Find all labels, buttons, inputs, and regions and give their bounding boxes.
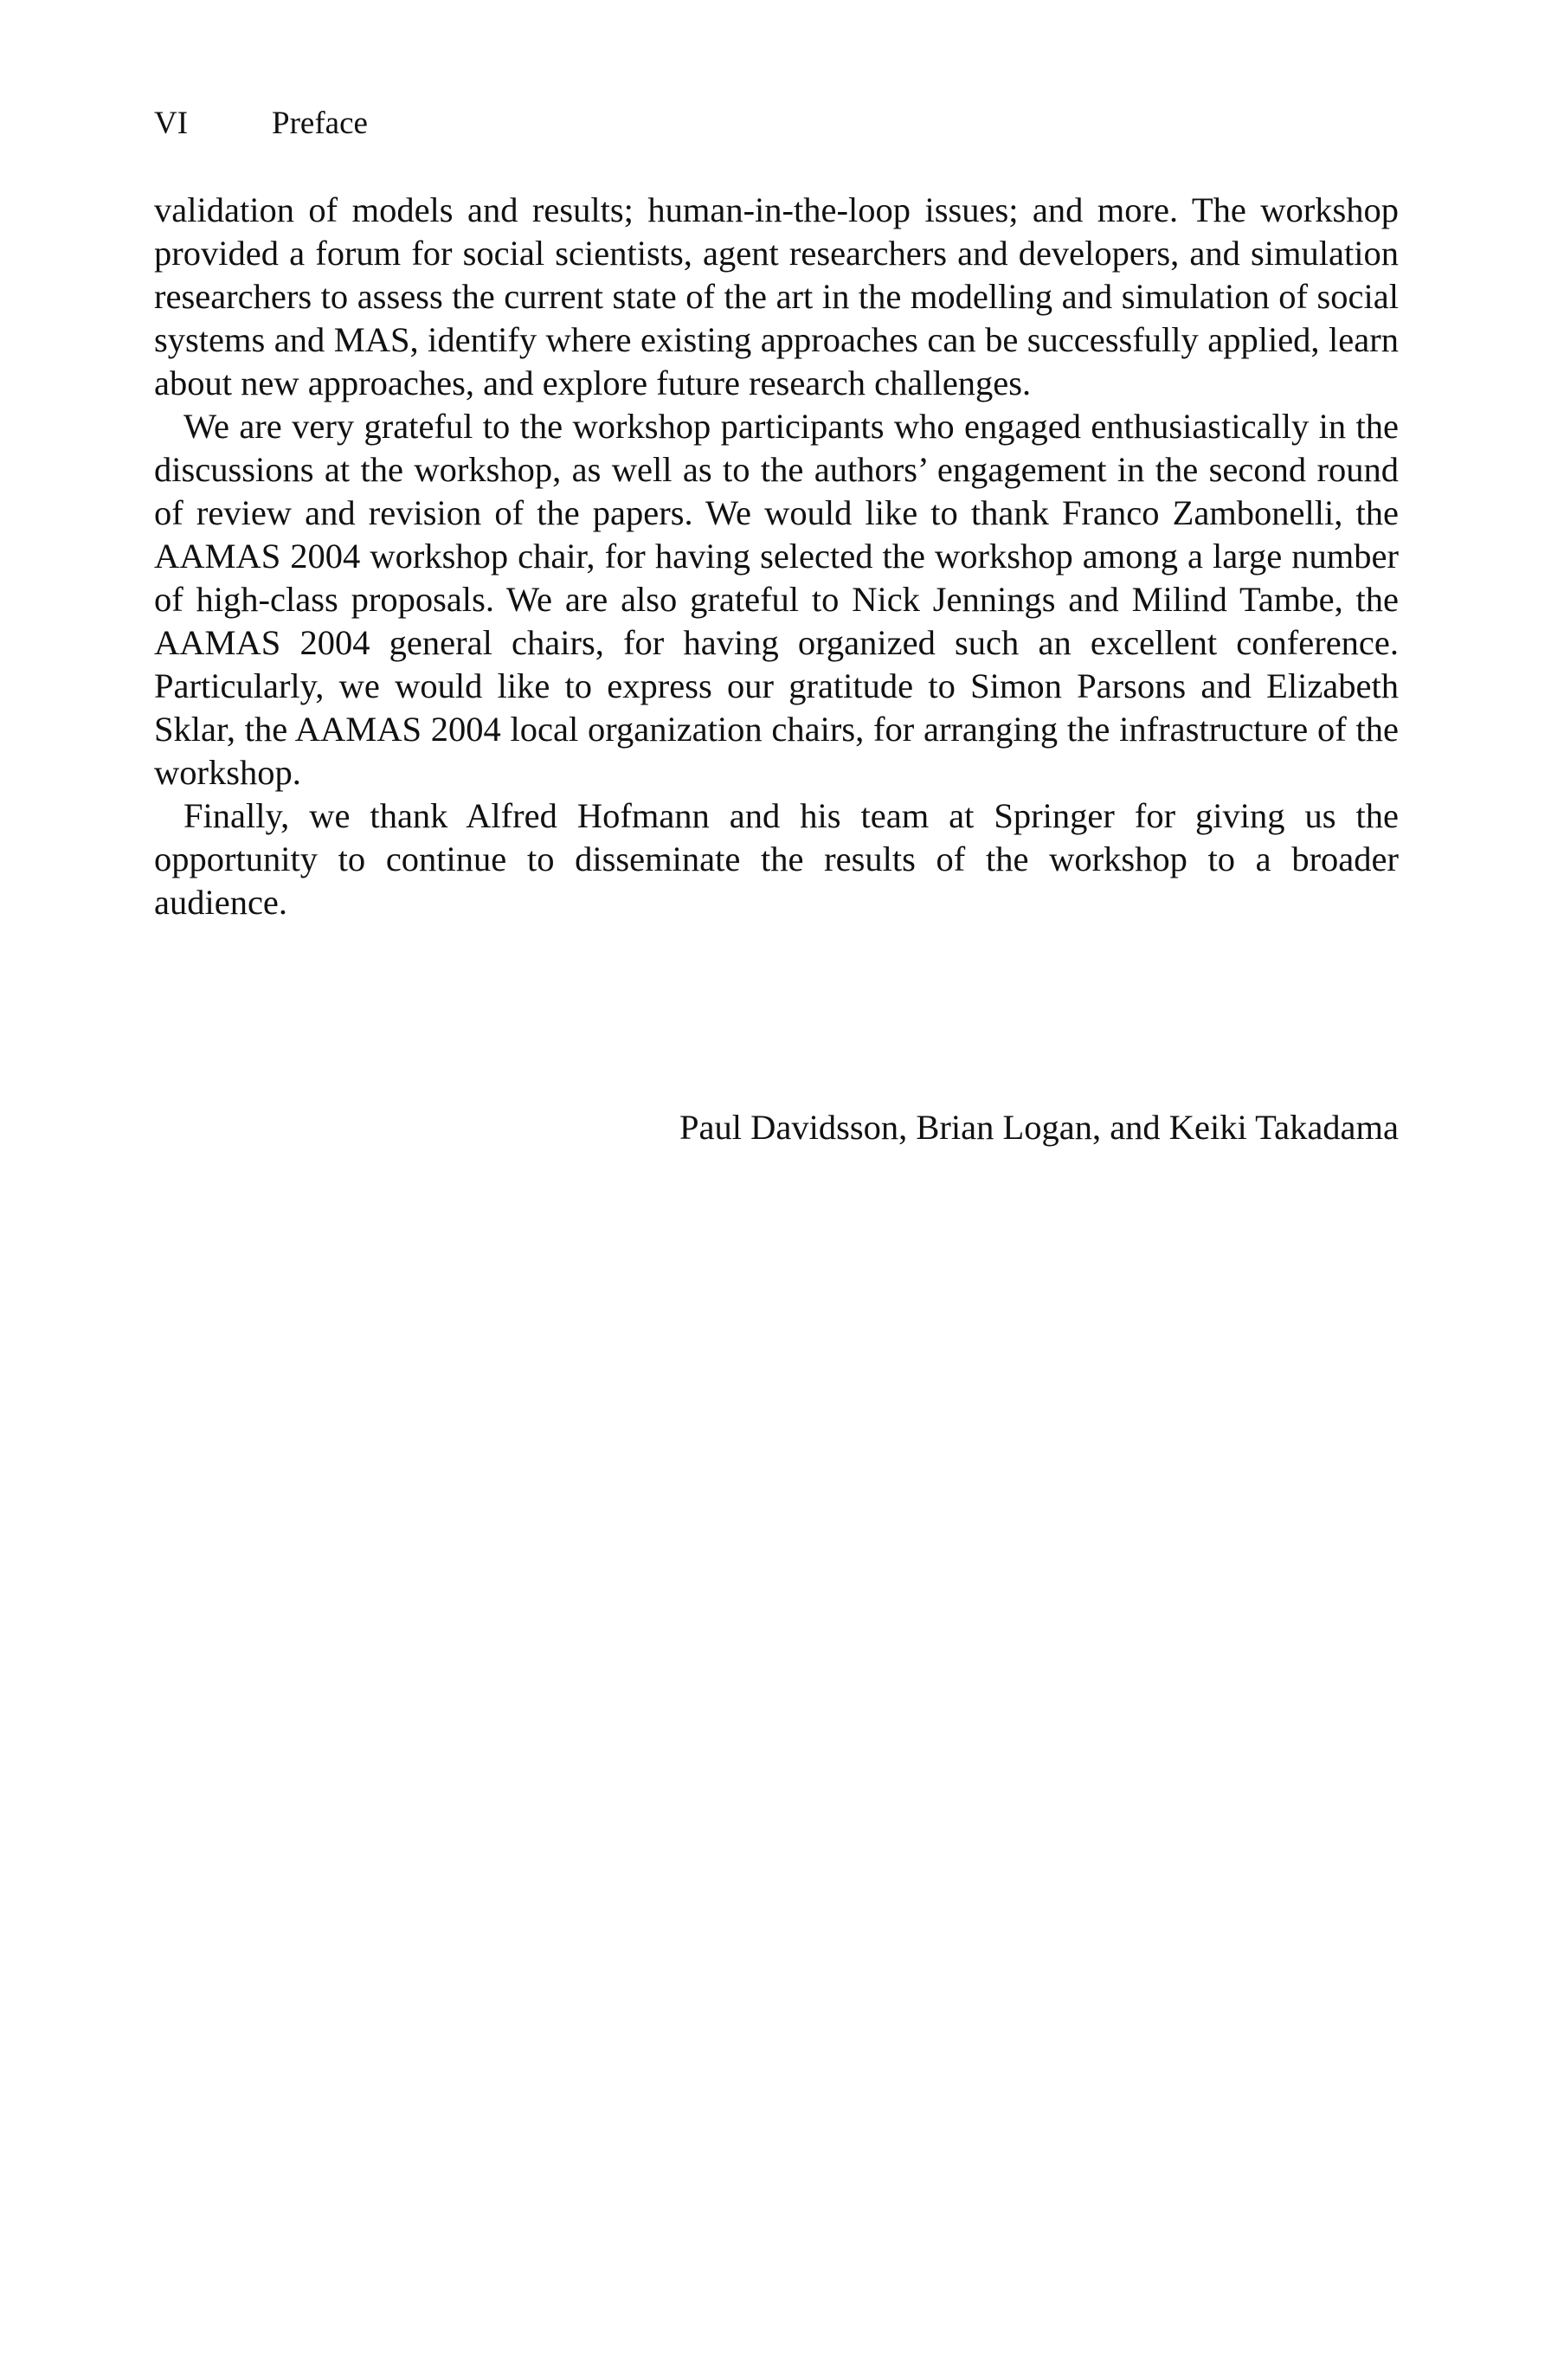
paragraph-continuation: validation of models and results; human-in-the-loop issues; and more. The workshop provided a forum for social scientists, agent researchers and developers, and simulation researchers to assess the current state of the art in the modelling and simulation of social systems and MAS, identify where existing approaches can be successfully applied, learn about new approaches, and explore future research challenges.: [154, 190, 1399, 402]
preface-body: [154, 189, 1399, 924]
running-head: [154, 102, 368, 145]
paragraph-closing: Finally, we thank Alfred Hofmann and his team at Springer for giving us the opportunity to continue to disseminate the results of the workshop to a broader audience.: [154, 796, 1399, 922]
editors-signature: Paul Davidsson, Brian Logan, and Keiki Takadama: [679, 1108, 1399, 1147]
paragraph-acknowledgements: We are very grateful to the workshop participants who engaged enthusiastically in the discussions at the workshop, as well as to the authors’ engagement in the second round of review and revision of the papers. We would like to thank Franco Zambonelli, the AAMAS 2004 workshop chair, for having selected the workshop among a large number of high-class proposals. We are also grateful to Nick Jennings and Milind Tambe, the AAMAS 2004 general chairs, for having organized such an excellent conference. Particularly, we would like to express our gratitude to Simon Parsons and Elizabeth Sklar, the AAMAS 2004 local organization chairs, for arranging the infrastructure of the workshop.: [154, 407, 1399, 792]
page-number: VI: [154, 106, 189, 141]
running-head-title: Preface: [272, 106, 368, 141]
